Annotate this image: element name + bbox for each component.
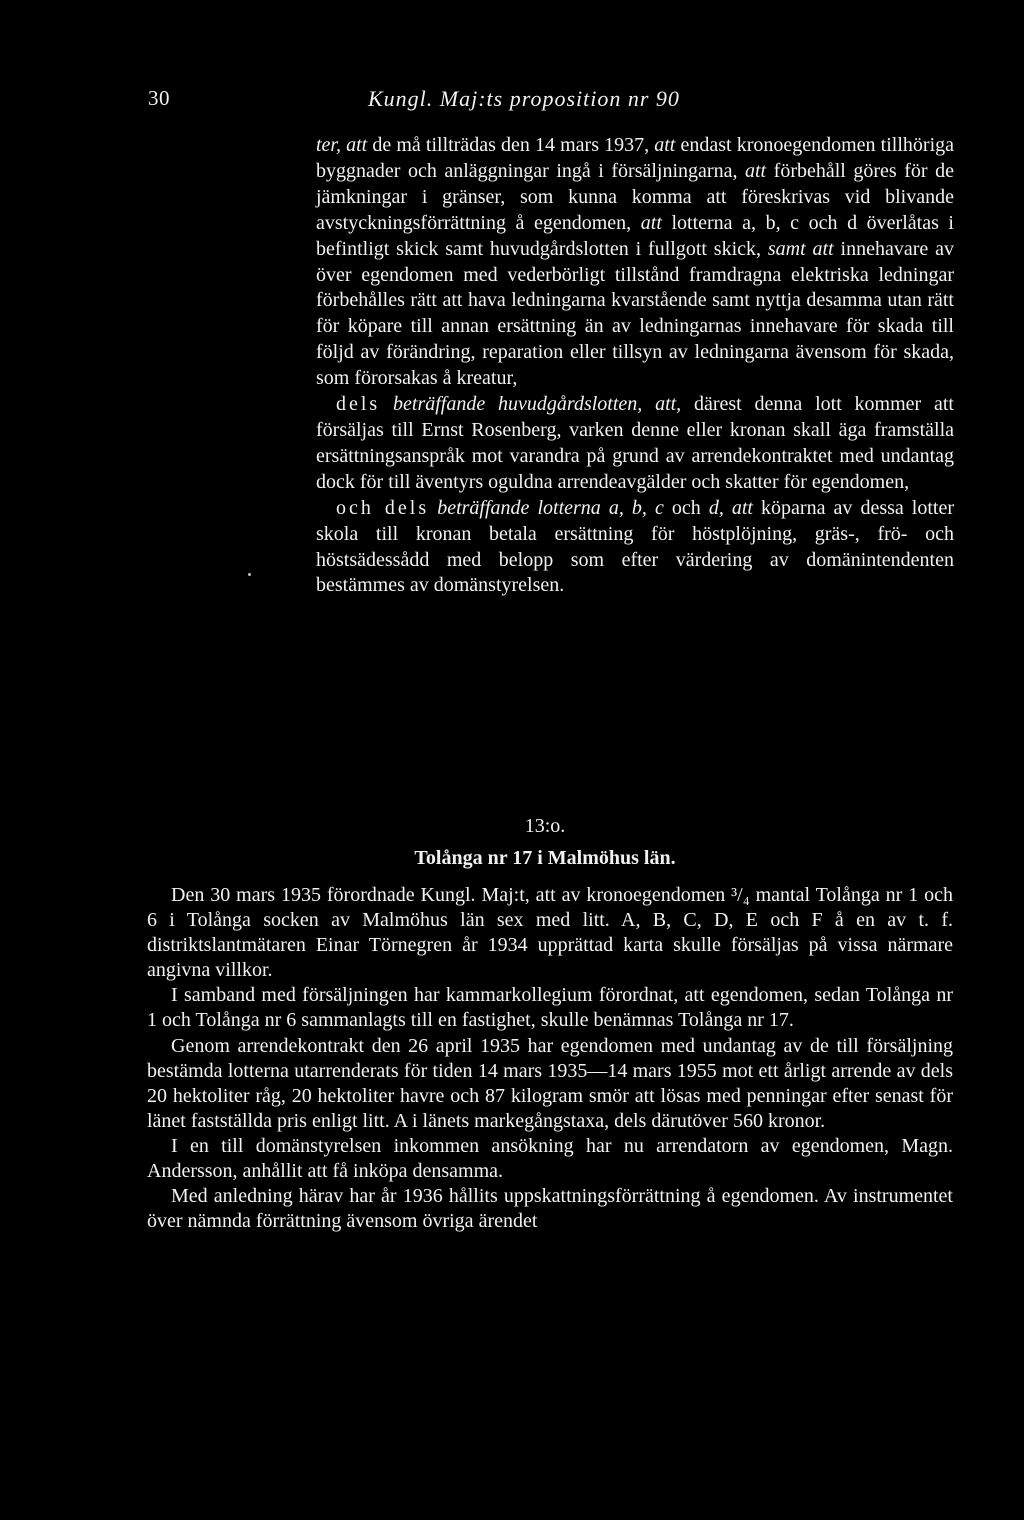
- spaced-text: dels: [336, 393, 381, 416]
- text-run: [429, 497, 437, 519]
- upper-text-block: [316, 133, 954, 599]
- text-run: förbehåll göres för de jämkningar i gränser, som kunna komma att föreskrivas vid blivande avstyckningsförrättning å egendomen,: [316, 159, 954, 234]
- paragraph: I samband med försäljningen har kammarkollegium förordnat, att egendomen, sedan Tolånga nr 1 och Tolånga nr 6 sammanlagts till en fastighet, skulle benämnas Tolånga nr 17.: [147, 984, 953, 1032]
- italic-text: beträffande huvudgårdslotten, att,: [393, 393, 682, 416]
- text-run: därest denna lott kommer att försäljas till Ernst Rosenberg, varken denne eller kronan skall äga framställa ersättningsanspråk mot varandra på grund av arrendekontraktet med undantag dock för till äventyrs oguldna arrendeavgälder och skatter för egendomen,: [316, 393, 954, 493]
- paragraph-lotterna: [316, 496, 954, 600]
- lower-text-block: [147, 883, 953, 1234]
- paragraph: Genom arrendekontrakt den 26 april 1935 har egendomen med undantag av de till försäljning bestämda lotterna utarrenderats för tiden 14 mars 1935—14 mars 1955 mot ett årligt arrende av dels 20 hektoliter råg, 20 hektoliter havre och 87 kilogram smör att lösas med penningar efter senast för länet fastställda pris enligt litt. A i länets markegångstaxa, dels därutöver 560 kronor.: [147, 1034, 953, 1132]
- paragraph-huvudgardslotten: [316, 392, 954, 496]
- italic-text: att: [745, 159, 767, 182]
- text-run: endast kronoegendomen tillhöriga byggnader och anläggningar ingå i försäljningarna,: [316, 134, 954, 182]
- running-title: Kungl. Maj:ts proposition nr 90: [368, 86, 680, 111]
- italic-text: beträffande lotterna a, b, c: [437, 496, 664, 519]
- text-run: innehavare av över egendomen med vederbörligt tillstånd framdragna elektriska ledningar förbehålles rätt att hava ledningarna kvarstående samt nyttja desamma utan rätt för köpare till annan ersättning än av ledningarnas innehavare för skada till följd av förändring, reparation eller tillsyn av ledningarna ävensom för skada, som förorsakas å kreatur,: [316, 237, 954, 390]
- text-run: och: [663, 496, 709, 519]
- text-run: de må tillträdas den 14 mars 1937,: [367, 134, 655, 156]
- paragraph: Med anledning härav har år 1936 hållits uppskattningsförrättning å egendomen. Av instrumentet över nämnda förrättning ävensom övriga ärendet: [147, 1185, 953, 1233]
- paragraph-conditions: [316, 133, 954, 392]
- italic-text: d, att: [708, 496, 753, 519]
- paragraph: Den 30 mars 1935 förordnade Kungl. Maj:t, att av kronoegendomen ³/₄ mantal Tolånga nr 1 och 6 i Tolånga socken av Malmöhus län sex med litt. A, B, C, D, E och F å en av t. f. distriktslantmätaren Einar Törnegren år 1934 upprättad karta skulle försäljas på vissa närmare angivna villkor.: [147, 884, 953, 982]
- italic-text: ter, att: [316, 134, 368, 156]
- text-run: köparna av dessa lotter skola till kronan betala ersättning för höstplöjning, gräs-, frö- och höstsädessådd med belopp som efter värdering av domänintendenten bestämmes av domänstyrelsen.: [316, 496, 955, 597]
- stray-mark: [248, 573, 251, 576]
- text-run: lotterna a, b, c och d överlåtas i befintligt skick samt huvudgårdslotten i fullgott skick,: [316, 211, 954, 260]
- section-number: 13:o.: [524, 815, 566, 837]
- spaced-text: och dels: [336, 496, 430, 519]
- section-title: Tolånga nr 17 i Malmöhus län.: [414, 847, 676, 869]
- page-number: 30: [148, 86, 170, 110]
- italic-text: att: [654, 134, 676, 156]
- paragraph: I en till domänstyrelsen inkommen ansökning har nu arrendatorn av egendomen, Magn. Andersson, anhållit att få inköpa densamma.: [147, 1134, 953, 1183]
- text-run: [380, 393, 393, 415]
- italic-text: samt att: [767, 237, 834, 260]
- italic-text: att: [640, 211, 662, 234]
